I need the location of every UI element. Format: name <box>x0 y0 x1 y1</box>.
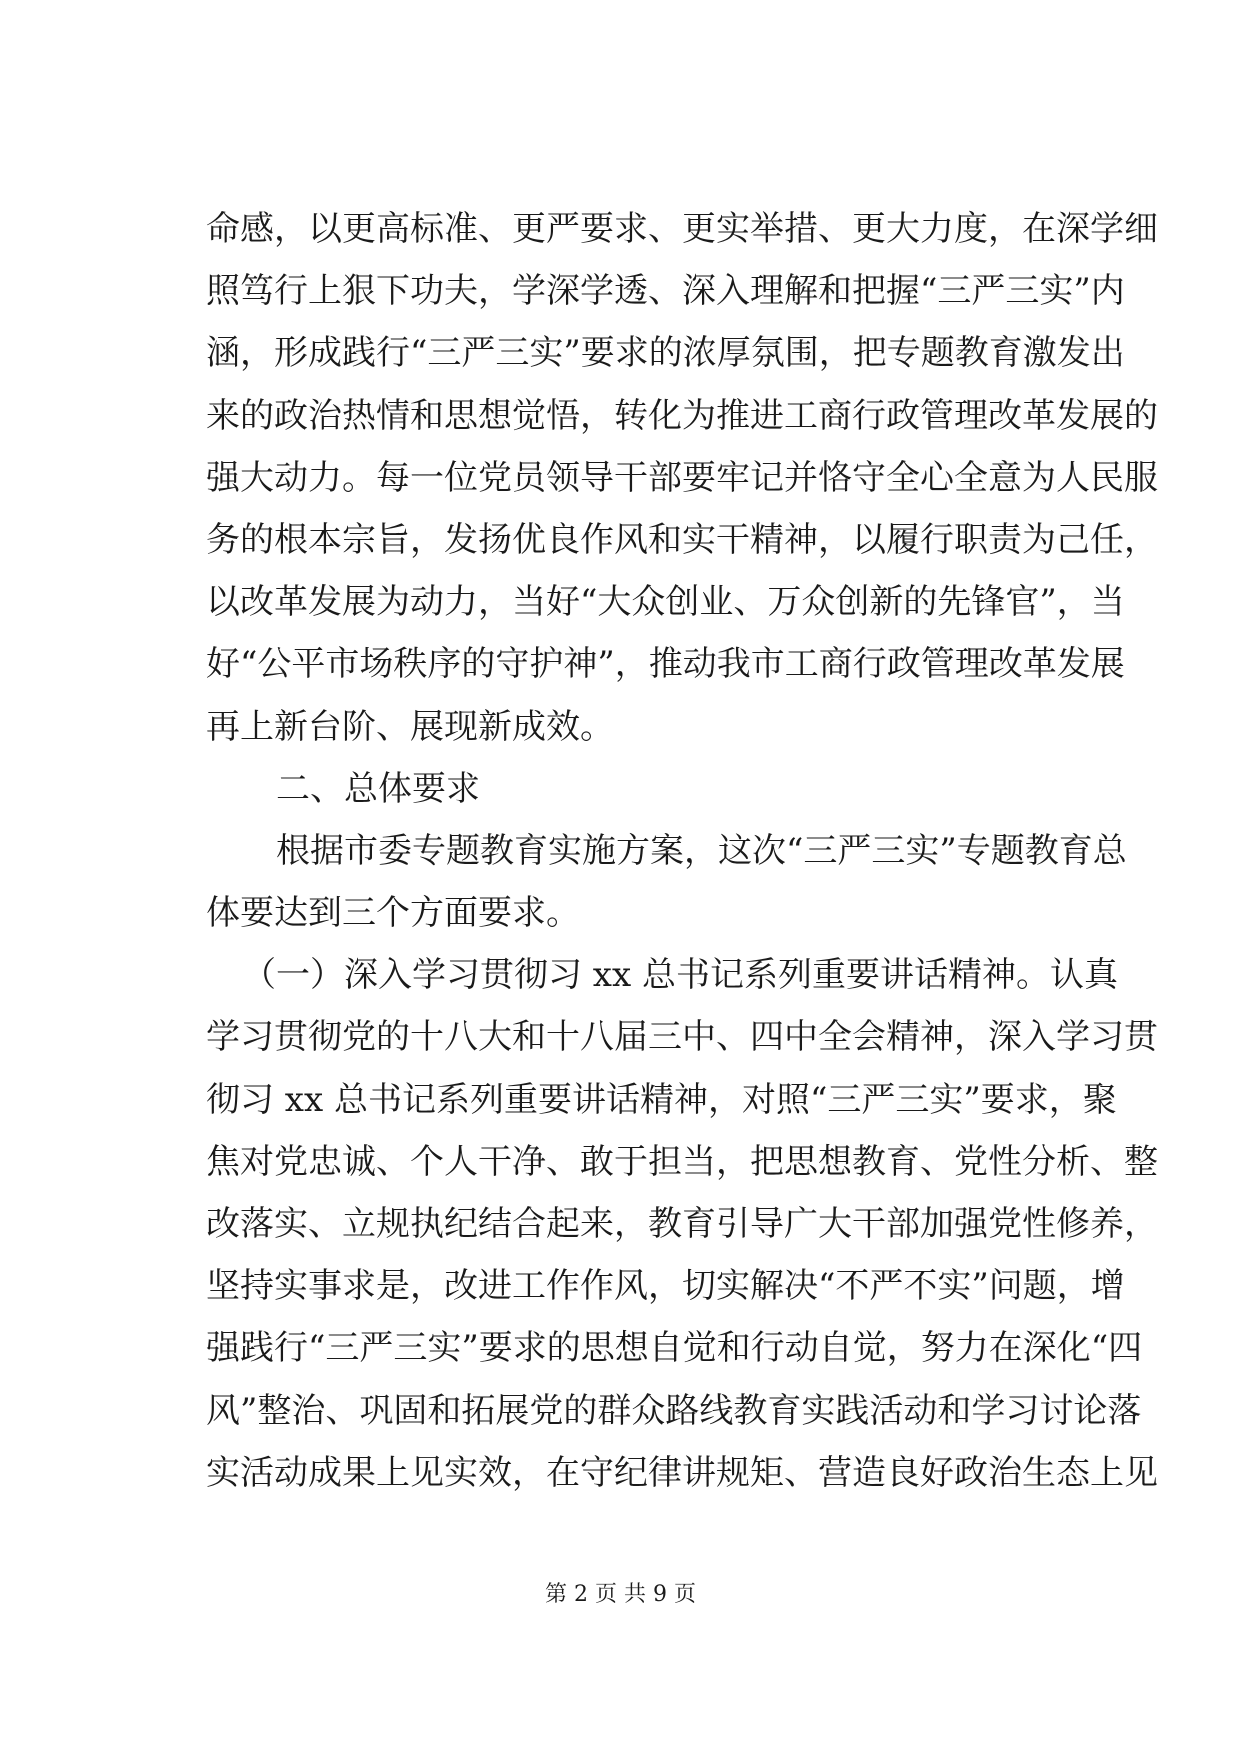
text-line: 坚持实事求是，改进工作作风，切实解决“不严不实”问题，增 <box>206 1266 1125 1307</box>
text-line: 风”整治、巩固和拓展党的群众路线教育实践活动和学习讨论落 <box>206 1390 1142 1431</box>
text-line: 根据市委专题教育实施方案，这次“三严三实”专题教育总 <box>276 830 1127 871</box>
document-body <box>206 198 1158 1504</box>
text-line: 再上新台阶、展现新成效。 <box>206 706 614 747</box>
text-line: 涵，形成践行“三严三实”要求的浓厚氛围，把专题教育激发出 <box>206 333 1125 374</box>
text-line: 好“公平市场秩序的守护神”，推动我市工商行政管理改革发展 <box>206 644 1125 685</box>
text-line: 学习贯彻党的十八大和十八届三中、四中全会精神，深入学习贯 <box>206 1017 1158 1058</box>
text-line: 焦对党忠诚、个人干净、敢于担当，把思想教育、党性分析、整 <box>206 1141 1158 1182</box>
text-line: 来的政治热情和思想觉悟，转化为推进工商行政管理改革发展的 <box>206 395 1158 436</box>
text-line: 彻习 xx 总书记系列重要讲话精神，对照“三严三实”要求，聚 <box>206 1079 1117 1120</box>
text-line: 务的根本宗旨，发扬优良作风和实干精神，以履行职责为己任， <box>206 519 1158 560</box>
section-heading: 二、总体要求 <box>276 768 480 809</box>
text-line: 强践行“三严三实”要求的思想自觉和行动自觉，努力在深化“四 <box>206 1328 1143 1369</box>
text-line: 体要达到三个方面要求。 <box>206 893 580 934</box>
page-number-footer: 第 2 页 共 9 页 <box>545 1582 696 1607</box>
text-line: 命感，以更高标准、更严要求、更实举措、更大力度，在深学细 <box>206 209 1158 249</box>
text-line: 改落实、立规执纪结合起来，教育引导广大干部加强党性修养， <box>206 1204 1158 1244</box>
text-line: 照笃行上狠下功夫，学深学透、深入理解和把握“三严三实”内 <box>206 271 1125 312</box>
text-line: 实活动成果上见实效，在守纪律讲规矩、营造良好政治生态上见 <box>206 1452 1158 1493</box>
text-line: 以改革发展为动力，当好“大众创业、万众创新的先锋官”，当 <box>206 582 1125 623</box>
subsection-heading: （一）深入学习贯彻习 xx 总书记系列重要讲话精神。认真 <box>242 955 1118 996</box>
text-line: 强大动力。每一位党员领导干部要牢记并恪守全心全意为人民服 <box>206 457 1158 498</box>
